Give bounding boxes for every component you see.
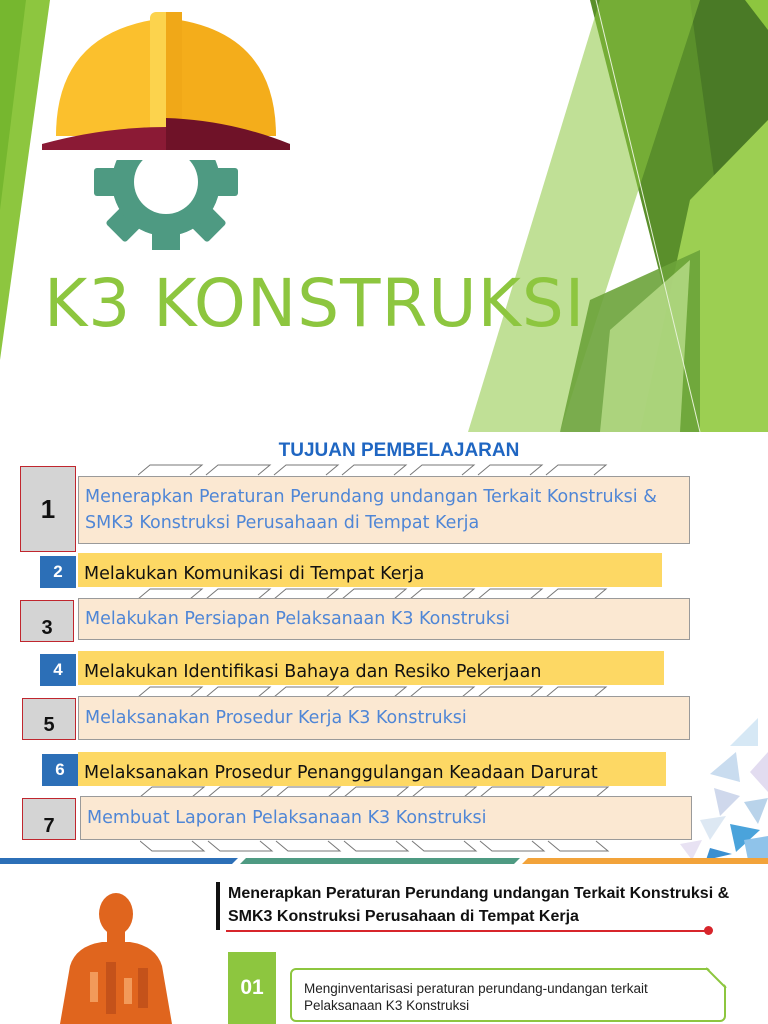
hard-hat-gear-logo <box>40 10 292 250</box>
detail-title: Menerapkan Peraturan Perundang undangan Terkait Konstruksi & SMK3 Konstruksi Perusahaan di Tempat Kerja <box>228 885 730 925</box>
objective-number-1: 1 <box>20 466 76 552</box>
objectives-slide <box>0 432 768 864</box>
objective-6: Melaksanakan Prosedur Penanggulangan Keadaan Darurat <box>78 752 666 786</box>
slide-title: K3 KONSTRUKSI <box>44 265 586 342</box>
folded-corner-decoration <box>706 966 728 988</box>
zigzag-decoration <box>138 464 608 476</box>
title-underline <box>226 930 710 932</box>
hard-hat-icon <box>42 12 290 150</box>
underline-dot <box>704 926 713 935</box>
objective-number-2: 2 <box>40 556 76 588</box>
objective-5: Melaksanakan Prosedur Kerja K3 Konstruksi <box>78 696 690 740</box>
objectives-heading: TUJUAN PEMBELAJARAN <box>278 440 520 461</box>
objective-7: Membuat Laporan Pelaksanaan K3 Konstruksi <box>80 796 692 840</box>
step-number: 01 <box>228 952 276 1024</box>
objective-3: Melakukan Persiapan Pelaksanaan K3 Konstruksi <box>78 598 690 640</box>
objective-number-7: 7 <box>22 798 76 840</box>
objective-number-4: 4 <box>40 654 76 686</box>
zigzag-decoration <box>140 840 610 852</box>
objective-number-3: 3 <box>20 600 74 642</box>
objective-2: Melakukan Komunikasi di Tempat Kerja <box>78 553 662 587</box>
title-slide <box>0 0 768 432</box>
worker-silhouette-icon <box>50 892 180 1024</box>
bottom-color-bar <box>0 857 768 864</box>
objective-4: Melakukan Identifikasi Bahaya dan Resiko Pekerjaan <box>78 651 664 685</box>
title-accent-bar <box>216 882 220 930</box>
objective-1: Menerapkan Peraturan Perundang undangan Terkait Konstruksi & SMK3 Konstruksi Perusahaan di Tempat Kerja <box>78 476 690 544</box>
objective-number-5: 5 <box>22 698 76 740</box>
detail-slide <box>0 864 768 1024</box>
step-description: Menginventarisasi peraturan perundang-undangan terkait Pelaksanaan K3 Konstruksi <box>290 968 726 1022</box>
objective-number-6: 6 <box>42 754 78 786</box>
